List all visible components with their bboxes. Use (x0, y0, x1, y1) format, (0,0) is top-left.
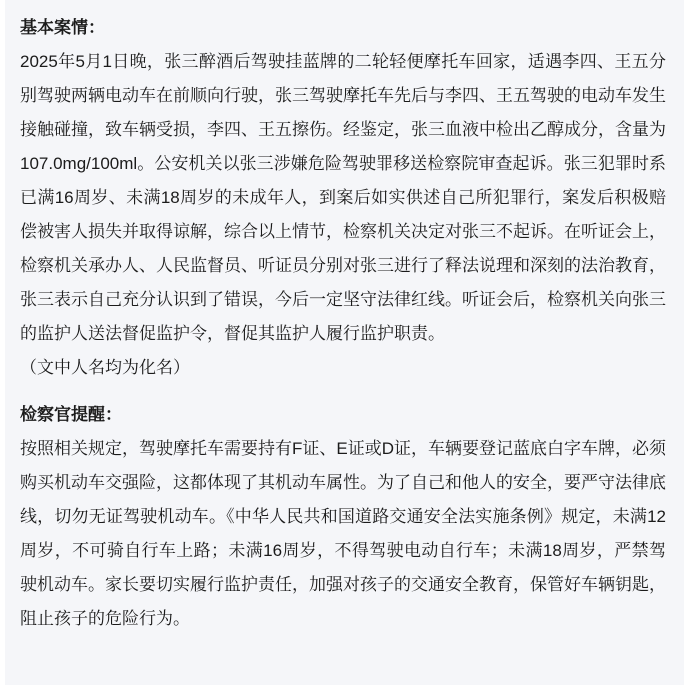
case-facts-paragraph: 2025年5月1日晚，张三醉酒后驾驶挂蓝牌的二轮轻便摩托车回家，适遇李四、王五分别驾驶两辆电动车在前顺向行驶，张三驾驶摩托车先后与李四、王五驾驶的电动车发生接触碰撞，致车辆受损，李四、王五擦伤。经鉴定，张三血液中检出乙醇成分，含量为107.0mg/100ml。公安机关以张三涉嫌危险驾驶罪移送检察院审查起诉。张三犯罪时系已满16周岁、未满18周岁的未成年人，到案后如实供述自己所犯罪行，案发后积极赔偿被害人损失并取得谅解，综合以上情节，检察机关决定对张三不起诉。在听证会上，检察机关承办人、人民监督员、听证员分别对张三进行了释法说理和深刻的法治教育，张三表示自己充分认识到了错误，今后一定坚守法律红线。听证会后，检察机关向张三的监护人送法督促监护令，督促其监护人履行监护职责。 (20, 52, 666, 343)
section-case-facts (20, 11, 666, 385)
case-facts-heading: 基本案情： (20, 18, 105, 37)
prosecutor-reminder-heading: 检察官提醒： (20, 405, 122, 424)
article-body (5, 0, 684, 685)
pseudonym-note: （文中人名均为化名） (20, 358, 190, 377)
section-prosecutor-reminder (20, 398, 666, 636)
prosecutor-reminder-paragraph: 按照相关规定，驾驶摩托车需要持有F证、E证或D证，车辆要登记蓝底白字车牌，必须购买机动车交强险，这都体现了其机动车属性。为了自己和他人的安全，要严守法律底线，切勿无证驾驶机动车。《中华人民共和国道路交通安全法实施条例》规定，未满12周岁，不可骑自行车上路；未满16周岁，不得驾驶电动自行车；未满18周岁，严禁驾驶机动车。家长要切实履行监护责任，加强对孩子的交通安全教育，保管好车辆钥匙，阻止孩子的危险行为。 (20, 439, 666, 628)
